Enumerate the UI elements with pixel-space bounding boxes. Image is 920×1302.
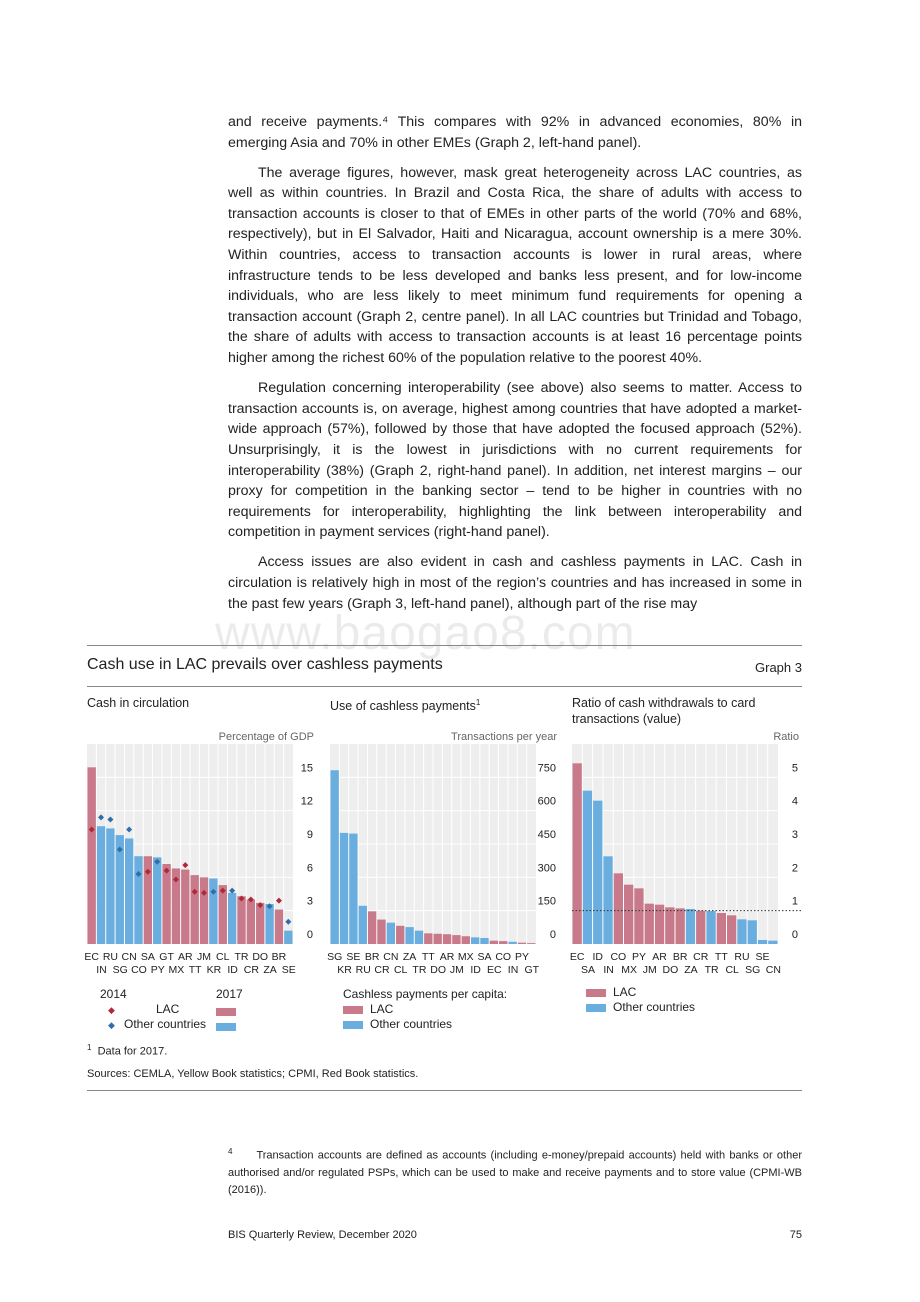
- bar-SE: [758, 940, 767, 944]
- bar-CR: [377, 920, 385, 944]
- watermark: www.baogao8.com: [215, 607, 636, 660]
- graph-title: Cash use in LAC prevails over cashless payments: [87, 656, 443, 673]
- bar-SE: [284, 931, 292, 944]
- bar-SG: [748, 920, 757, 944]
- bar-ID: [471, 937, 479, 944]
- bar-JM: [452, 935, 460, 944]
- bar-TT: [424, 933, 432, 944]
- graph-sources: Sources: CEMLA, Yellow Book statistics; CPMI, Red Book statistics.: [87, 1068, 419, 1080]
- y-tick-label: 4: [791, 795, 798, 808]
- bar-EC: [490, 941, 498, 944]
- x-tick-label: IN: [96, 964, 107, 976]
- legend-year-2017: 2017: [216, 987, 243, 1001]
- legend-other-cashless: Other countries: [343, 1017, 452, 1031]
- y-tick-label: 3: [791, 829, 798, 841]
- x-tick-label: SE: [346, 951, 361, 963]
- x-tick-label: MX: [457, 951, 474, 963]
- bar-CN: [387, 923, 395, 944]
- bar-SA: [583, 791, 592, 944]
- y-tick-label: 1: [791, 895, 798, 908]
- x-tick-label: TT: [188, 964, 202, 976]
- x-tick-label: DO: [430, 964, 447, 976]
- bar-AR: [443, 934, 451, 944]
- footnote-ref: 1: [475, 698, 481, 707]
- unit-cashless: Transactions per year: [451, 731, 557, 743]
- x-tick-label: CN: [765, 964, 781, 976]
- graph-footnote: $^1$ Data for 2017.: [87, 1043, 168, 1058]
- x-tick-label: SG: [745, 964, 761, 976]
- x-tick-label: JM: [642, 964, 657, 976]
- bar-TR: [415, 931, 423, 944]
- bar-EC: [88, 767, 96, 944]
- x-tick-label: ID: [592, 951, 603, 963]
- y-tick-label: 0: [549, 929, 556, 941]
- x-tick-label: CL: [393, 964, 408, 976]
- bar-CR: [696, 911, 705, 944]
- bar-MX: [624, 885, 633, 944]
- graph-title-rule: [87, 686, 802, 687]
- bar-GT: [527, 943, 535, 944]
- chart-cash-in-circulation: [84, 744, 317, 976]
- y-tick-label: 12: [300, 795, 313, 808]
- legend-swatch-other-2017: [216, 1019, 236, 1033]
- x-tick-label: CL: [725, 964, 739, 976]
- bar-CN: [125, 838, 133, 944]
- x-tick-label: BR: [271, 951, 287, 963]
- bar-RU: [106, 828, 114, 944]
- bar-ZA: [265, 904, 273, 944]
- x-tick-label: ZA: [402, 951, 417, 963]
- x-tick-label: CR: [374, 964, 390, 976]
- x-tick-label: TR: [704, 964, 719, 976]
- x-tick-label: IN: [507, 964, 519, 976]
- panel-title-cashless: Use of cashless payments$^1$: [330, 698, 481, 714]
- bar-PY: [153, 857, 161, 944]
- bar-SE: [349, 834, 357, 944]
- x-tick-label: BR: [364, 951, 380, 963]
- bar-TT: [191, 875, 199, 944]
- bar-PY: [518, 943, 526, 944]
- bar-IN: [97, 826, 105, 944]
- bar-CO: [134, 856, 142, 944]
- page-footnote: $^4$ Transaction accounts are defined as accounts (including e-money/prepaid accounts) held with banks or other authorised and/or regulated PSPs, which can be used to make and receive payments and to store value (CPMI-WB (2016)).: [228, 1147, 802, 1196]
- x-tick-label: ZA: [263, 964, 277, 976]
- legend-swatch-lac-2017: [216, 1004, 236, 1018]
- bar-JM: [645, 904, 654, 944]
- x-tick-label: BR: [672, 951, 688, 963]
- legend-lac-ratio: LAC: [586, 985, 636, 999]
- bar-SA: [480, 938, 488, 944]
- bar-JM: [200, 877, 208, 944]
- x-tick-label: AR: [652, 951, 667, 963]
- x-tick-label: DO: [662, 964, 679, 976]
- x-tick-label: CR: [693, 951, 709, 963]
- bar-CN: [768, 941, 777, 944]
- x-tick-label: SA: [580, 964, 595, 976]
- x-tick-label: DO: [252, 951, 269, 963]
- chart-cash-card-ratio: [569, 744, 802, 976]
- x-tick-label: GT: [524, 964, 540, 976]
- x-tick-label: MX: [621, 964, 638, 976]
- x-tick-label: CN: [383, 951, 399, 963]
- footer-publication: BIS Quarterly Review, December 2020: [228, 1229, 417, 1241]
- body-text: [228, 112, 802, 624]
- bar-ID: [593, 801, 602, 944]
- x-tick-label: GT: [159, 951, 174, 963]
- x-tick-label: ID: [470, 964, 481, 976]
- bar-AR: [181, 870, 189, 944]
- y-tick-label: 2: [791, 862, 798, 875]
- x-tick-label: RU: [355, 964, 371, 976]
- bar-IN: [508, 942, 516, 944]
- y-tick-label: 9: [306, 829, 313, 841]
- x-tick-label: CR: [243, 964, 259, 976]
- paragraph-3: Regulation concerning interoperability (see above) also seems to matter. Access to transaction accounts is, on average, highest among countries that have adopted a market-wide approach (57%), followed by those that have adopted the focused approach (52%). Unsurprisingly, it is the lowest in jurisdictions with no current requirements for interoperability (38%) (Graph 2, right-hand panel). In addition, net interest margins – our proxy for competition in the banking sector – tend to be higher in countries with no requirements for interoperability, highlighting the link between interoperability and competition in payment services (right-hand panel).: [228, 380, 802, 541]
- bar-KR: [340, 833, 348, 944]
- x-tick-label: SG: [112, 964, 128, 976]
- bar-PY: [634, 888, 643, 944]
- legend-lac-cash: ◆ LAC: [108, 1002, 180, 1016]
- y-tick-label: 0: [791, 929, 798, 941]
- bar-BR: [275, 910, 283, 944]
- bar-CL: [219, 885, 227, 944]
- x-tick-label: TT: [421, 951, 435, 963]
- x-tick-label: SA: [477, 951, 492, 963]
- x-tick-label: ID: [227, 964, 238, 976]
- x-tick-label: TR: [412, 964, 427, 976]
- diamond-icon: ◆: [108, 1020, 115, 1030]
- bar-TR: [237, 896, 245, 944]
- x-tick-label: CO: [610, 951, 627, 963]
- bar-MX: [462, 936, 470, 944]
- x-tick-label: JM: [449, 964, 464, 976]
- graph-top-rule: [87, 645, 802, 646]
- x-tick-label: JM: [197, 951, 212, 963]
- x-tick-label: EC: [487, 964, 502, 976]
- x-tick-label: SG: [327, 951, 343, 963]
- y-tick-label: 6: [306, 862, 313, 875]
- y-tick-label: 300: [537, 862, 556, 875]
- x-tick-label: CN: [121, 951, 137, 963]
- x-tick-label: IN: [603, 964, 614, 976]
- chart-cashless-payments: [327, 744, 560, 976]
- y-tick-label: 15: [300, 762, 313, 775]
- bar-CL: [396, 926, 404, 944]
- x-tick-label: KR: [337, 964, 352, 976]
- x-tick-label: EC: [569, 951, 585, 963]
- y-tick-label: 3: [306, 895, 313, 908]
- x-tick-label: KR: [206, 964, 222, 976]
- x-tick-label: RU: [102, 951, 118, 963]
- bar-ZA: [405, 927, 413, 944]
- panel-title-cash: Cash in circulation: [87, 696, 190, 710]
- bar-TR: [706, 911, 715, 944]
- y-tick-label: 0: [306, 929, 313, 941]
- bar-ID: [228, 893, 236, 944]
- bar-CR: [247, 900, 255, 944]
- x-tick-label: PY: [150, 964, 165, 976]
- bar-CL: [727, 915, 736, 944]
- x-tick-label: PY: [514, 951, 529, 963]
- legend-year-2014: 2014: [100, 987, 127, 1001]
- x-tick-label: SA: [140, 951, 155, 963]
- bar-SG: [331, 770, 339, 944]
- bar-RU: [359, 906, 367, 944]
- bar-BR: [368, 911, 376, 944]
- graph-label: Graph 3: [755, 660, 802, 675]
- bar-DO: [665, 907, 674, 944]
- x-tick-label: RU: [734, 951, 750, 963]
- graph-bottom-rule: [87, 1090, 802, 1091]
- y-tick-label: 750: [537, 762, 556, 775]
- x-tick-label: SE: [281, 964, 296, 976]
- panel-title-ratio: Ratio of cash withdrawals to card transactions (value): [572, 696, 756, 726]
- bar-ZA: [686, 909, 695, 944]
- y-tick-label: 600: [537, 795, 556, 808]
- x-tick-label: EC: [84, 951, 99, 963]
- x-tick-label: AR: [439, 951, 455, 963]
- legend-other-cash: ◆ Other countries: [108, 1017, 207, 1031]
- paragraph-2: The average figures, however, mask great heterogeneity across LAC countries, as well as within countries. In Brazil and Costa Rica, the share of adults with access to transaction accounts is closer to that of EMEs in other parts of the world (70% and 68%, respectively), but in El Salvador, Haiti and Nicaragua, account ownership is a mere 30%. Within countries, access to transaction accounts is lower in rural areas, where infrastructure tends to be less developed and banks less present, and for low-income individuals, who are less likely to meet minimum fund requirements for opening a transaction account (Graph 2, centre panel). In all LAC countries but Trinidad and Tobago, the share of adults with access to transaction accounts is at least 16 percentage points higher among the richest 60% of the population relative to the poorest 40%.: [228, 164, 802, 367]
- footer-page-number: 75: [789, 1229, 802, 1241]
- unit-ratio: Ratio: [773, 731, 799, 743]
- y-tick-label: 150: [537, 895, 556, 908]
- legend-lac-cashless: LAC: [343, 1002, 393, 1016]
- bar-DO: [256, 903, 264, 944]
- x-tick-label: MX: [168, 964, 185, 976]
- bar-CO: [614, 873, 623, 944]
- x-tick-label: ZA: [684, 964, 698, 976]
- bar-IN: [603, 856, 612, 944]
- bar-KR: [209, 878, 217, 944]
- unit-cash: Percentage of GDP: [218, 731, 314, 743]
- bar-TT: [717, 913, 726, 944]
- legend-heading-cashless: Cashless payments per capita:: [343, 987, 508, 1001]
- diamond-icon: ◆: [108, 1005, 115, 1015]
- x-tick-label: TR: [234, 951, 249, 963]
- x-tick-label: CL: [216, 951, 230, 963]
- bar-DO: [434, 934, 442, 944]
- bar-BR: [676, 908, 685, 944]
- x-tick-label: SE: [755, 951, 770, 963]
- bar-EC: [573, 763, 582, 944]
- x-tick-label: AR: [178, 951, 193, 963]
- bar-RU: [737, 919, 746, 944]
- y-tick-label: 5: [791, 762, 798, 775]
- paragraph-1: and receive payments.⁴ This compares with 92% in advanced economies, 80% in emerging Asia and 70% in other EMEs (Graph 2, left-hand panel).: [228, 114, 802, 151]
- paragraph-4: Access issues are also evident in cash and cashless payments in LAC. Cash in circulation is relatively high in most of the region’s countries and has increased in some in the past few years (Graph 3, left-hand panel), although part of the rise may: [228, 554, 802, 612]
- x-tick-label: TT: [714, 951, 728, 963]
- y-tick-label: 450: [537, 829, 556, 841]
- x-tick-label: CO: [131, 964, 147, 976]
- bar-CO: [499, 941, 507, 944]
- legend-other-ratio: Other countries: [586, 1000, 695, 1014]
- x-tick-label: PY: [631, 951, 646, 963]
- x-tick-label: CO: [495, 951, 512, 963]
- bar-GT: [162, 864, 170, 944]
